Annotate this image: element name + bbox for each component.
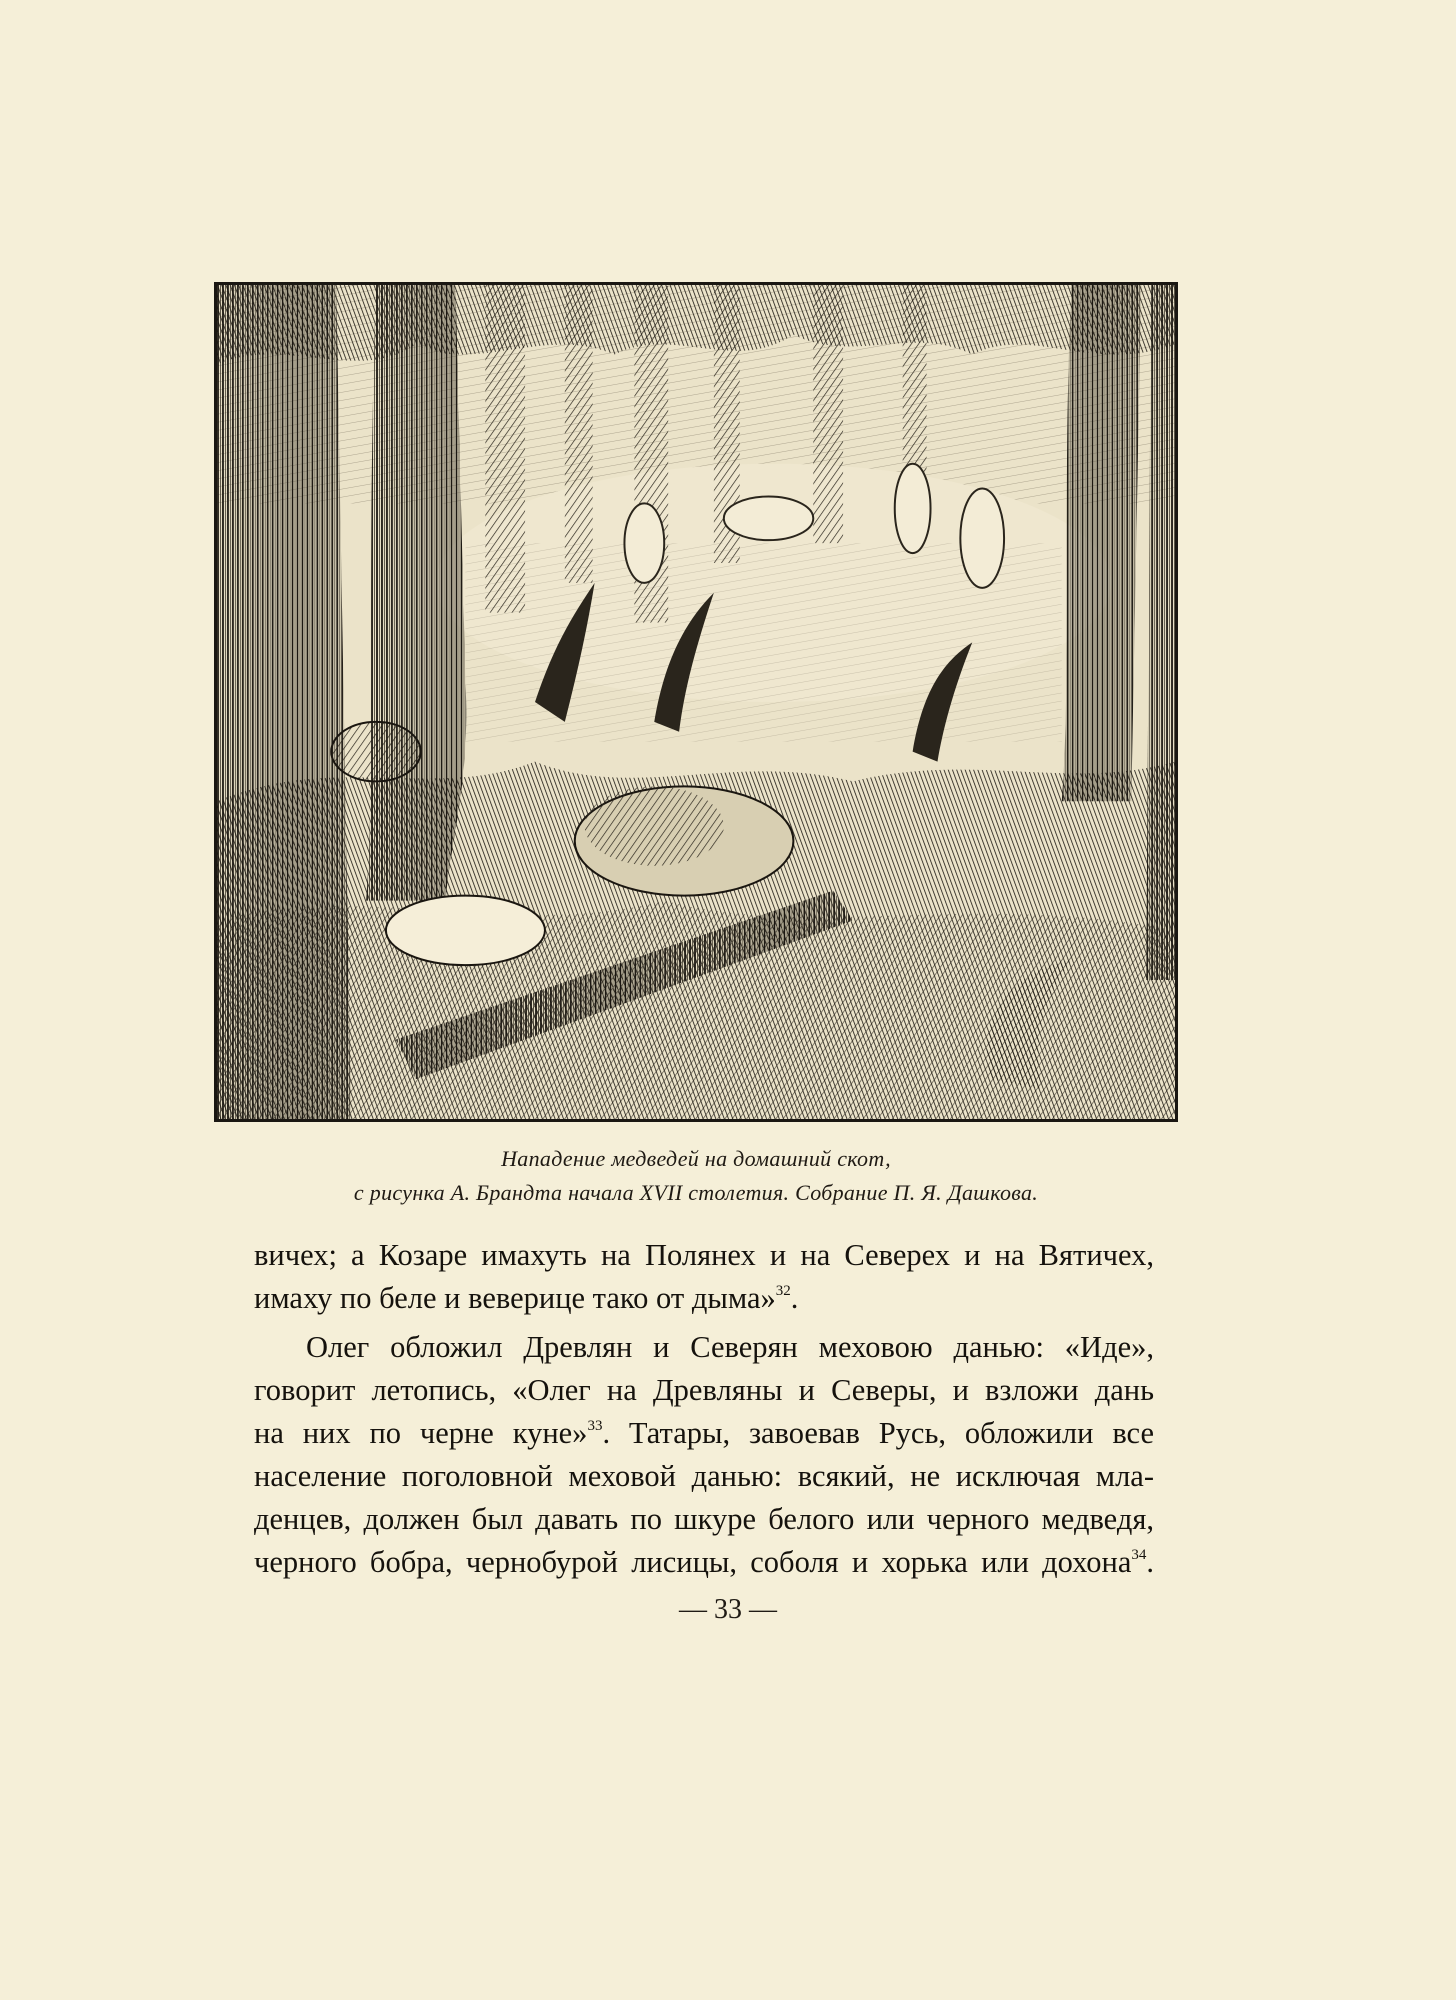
text-line-5 — [254, 1412, 1154, 1455]
text-line-7: денцев, должен был давать по шкуре белого или черного медведя, — [254, 1502, 1154, 1536]
page-number: — 33 — — [679, 1594, 777, 1625]
text-line-2-end: . — [790, 1281, 799, 1315]
text-line-1: вичех; а Козаре имахуть на Полянех и на Северех и на Вятичех, — [254, 1238, 1154, 1272]
text-line-5-rest: . Татары, завоевав Русь, обложили все — [602, 1416, 1154, 1450]
illustration-caption-line-2: с рисунка А. Брандта начала XVII столетия. Собрание П. Я. Дашкова. — [353, 1180, 1039, 1205]
text-line-8-end: . — [1146, 1545, 1154, 1579]
text-line-8 — [254, 1541, 1154, 1584]
footnote-ref-33: 33 — [587, 1418, 603, 1434]
engraving-illustration — [214, 282, 1178, 1122]
footnote-ref-32: 32 — [775, 1283, 791, 1299]
text-line-4: говорит летопись, «Олег на Древляны и Северы, и взложи дань — [254, 1373, 1154, 1407]
text-line-6: население поголовной меховой данью: всякий, не исключая мла- — [254, 1459, 1154, 1493]
text-line-2-main: имаху по беле и веверице тако от дыма» — [254, 1281, 776, 1315]
footnote-ref-34: 34 — [1131, 1547, 1147, 1563]
text-line-8-main: черного бобра, чернобурой лисицы, соболя и хорька или дохона — [254, 1545, 1132, 1579]
illustration-caption-line-1: Нападение медведей на домашний скот, — [501, 1146, 891, 1171]
text-line-3: Олег обложил Древлян и Северян меховою данью: «Иде», — [306, 1330, 1154, 1364]
engraving-drawing — [217, 285, 1175, 1119]
text-line-5-main: на них по черне куне» — [254, 1416, 588, 1450]
text-line-2 — [254, 1277, 1154, 1320]
